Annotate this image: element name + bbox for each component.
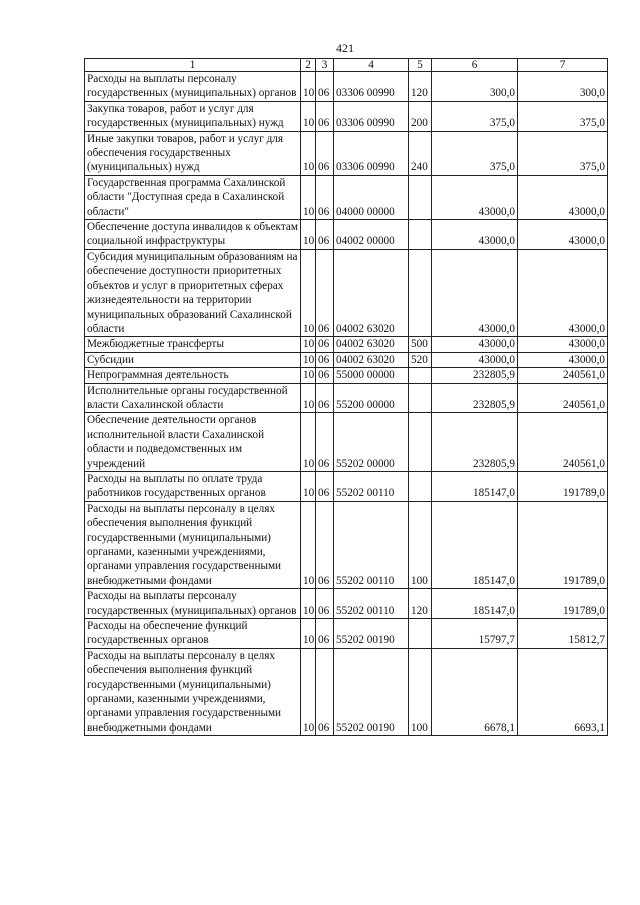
row-amount7-cell: 191789,0 [518, 471, 608, 501]
row-subsection-cell: 06 [316, 413, 334, 472]
row-name-cell: Расходы на выплаты персоналу в целях обеспечения выполнения функций государственными (муниципальными) органами, казенными учреждениями, органами управления государственными внебюджетными фондами [85, 501, 301, 588]
row-type-cell [409, 175, 432, 219]
table-row [85, 383, 608, 413]
table-row [85, 175, 608, 219]
row-name-cell: Иные закупки товаров, работ и услуг для обеспечения государственных (муниципальных) нужд [85, 131, 301, 175]
row-amount7-cell: 43000,0 [518, 249, 608, 336]
header-col-3: 3 [316, 59, 334, 72]
table-row [85, 413, 608, 472]
row-target-cell: 04002 63020 [334, 337, 409, 352]
table-row [85, 501, 608, 588]
row-type-cell: 500 [409, 337, 432, 352]
row-amount7-cell: 191789,0 [518, 501, 608, 588]
row-section-cell: 10 [301, 589, 316, 619]
row-type-cell [409, 249, 432, 336]
row-section-cell: 10 [301, 131, 316, 175]
row-subsection-cell: 06 [316, 131, 334, 175]
row-section-cell: 10 [301, 619, 316, 649]
row-name-cell: Субсидия муниципальным образованиям на обеспечение доступности приоритетных объектов и услуг в приоритетных сферах жизнедеятельности на территории муниципальных образований Сахалинской области [85, 249, 301, 336]
row-section-cell: 10 [301, 501, 316, 588]
row-section-cell: 10 [301, 72, 316, 102]
table-row [85, 589, 608, 619]
row-section-cell: 10 [301, 175, 316, 219]
budget-table [84, 58, 608, 736]
header-col-6: 6 [432, 59, 518, 72]
row-subsection-cell: 06 [316, 383, 334, 413]
table-header-row [85, 59, 608, 72]
row-amount7-cell: 43000,0 [518, 337, 608, 352]
row-amount6-cell: 43000,0 [432, 352, 518, 367]
table-row [85, 368, 608, 383]
row-type-cell: 240 [409, 131, 432, 175]
row-target-cell: 04000 00000 [334, 175, 409, 219]
row-subsection-cell: 06 [316, 501, 334, 588]
row-amount7-cell: 300,0 [518, 72, 608, 102]
row-target-cell: 03306 00990 [334, 72, 409, 102]
table-row [85, 352, 608, 367]
row-target-cell: 55200 00000 [334, 383, 409, 413]
row-amount6-cell: 375,0 [432, 101, 518, 131]
row-amount7-cell: 43000,0 [518, 220, 608, 250]
row-amount7-cell: 43000,0 [518, 352, 608, 367]
row-section-cell: 10 [301, 220, 316, 250]
row-type-cell [409, 413, 432, 472]
row-section-cell: 10 [301, 352, 316, 367]
table-row [85, 101, 608, 131]
row-section-cell: 10 [301, 648, 316, 735]
row-subsection-cell: 06 [316, 101, 334, 131]
row-amount6-cell: 43000,0 [432, 249, 518, 336]
row-amount6-cell: 43000,0 [432, 337, 518, 352]
row-amount6-cell: 232805,9 [432, 413, 518, 472]
row-target-cell: 04002 63020 [334, 249, 409, 336]
row-type-cell: 200 [409, 101, 432, 131]
row-target-cell: 03306 00990 [334, 131, 409, 175]
row-amount7-cell: 191789,0 [518, 589, 608, 619]
row-amount6-cell: 375,0 [432, 131, 518, 175]
row-name-cell: Закупка товаров, работ и услуг для государственных (муниципальных) нужд [85, 101, 301, 131]
row-type-cell: 100 [409, 501, 432, 588]
row-target-cell: 55000 00000 [334, 368, 409, 383]
row-amount6-cell: 300,0 [432, 72, 518, 102]
row-subsection-cell: 06 [316, 249, 334, 336]
table-row [85, 72, 608, 102]
row-amount7-cell: 375,0 [518, 101, 608, 131]
table-row [85, 337, 608, 352]
row-type-cell [409, 383, 432, 413]
row-section-cell: 10 [301, 337, 316, 352]
row-name-cell: Непрограммная деятельность [85, 368, 301, 383]
row-amount6-cell: 185147,0 [432, 501, 518, 588]
table-row [85, 220, 608, 250]
table-row [85, 131, 608, 175]
header-col-2: 2 [301, 59, 316, 72]
row-target-cell: 55202 00000 [334, 413, 409, 472]
row-target-cell: 55202 00110 [334, 501, 409, 588]
table-row [85, 619, 608, 649]
row-amount6-cell: 6678,1 [432, 648, 518, 735]
row-amount7-cell: 240561,0 [518, 413, 608, 472]
row-subsection-cell: 06 [316, 619, 334, 649]
row-amount7-cell: 43000,0 [518, 175, 608, 219]
row-section-cell: 10 [301, 383, 316, 413]
row-type-cell: 120 [409, 589, 432, 619]
row-subsection-cell: 06 [316, 648, 334, 735]
row-section-cell: 10 [301, 413, 316, 472]
table-body [85, 72, 608, 736]
row-subsection-cell: 06 [316, 175, 334, 219]
row-target-cell: 55202 00190 [334, 648, 409, 735]
row-subsection-cell: 06 [316, 220, 334, 250]
row-type-cell: 100 [409, 648, 432, 735]
table-row [85, 471, 608, 501]
table-row [85, 249, 608, 336]
row-subsection-cell: 06 [316, 368, 334, 383]
row-subsection-cell: 06 [316, 72, 334, 102]
header-col-7: 7 [518, 59, 608, 72]
row-subsection-cell: 06 [316, 337, 334, 352]
row-subsection-cell: 06 [316, 589, 334, 619]
row-name-cell: Субсидии [85, 352, 301, 367]
row-amount6-cell: 43000,0 [432, 175, 518, 219]
row-name-cell: Расходы на обеспечение функций государственных органов [85, 619, 301, 649]
row-target-cell: 04002 00000 [334, 220, 409, 250]
row-amount7-cell: 6693,1 [518, 648, 608, 735]
row-section-cell: 10 [301, 368, 316, 383]
row-name-cell: Расходы на выплаты персоналу государственных (муниципальных) органов [85, 72, 301, 102]
row-amount6-cell: 232805,9 [432, 383, 518, 413]
row-name-cell: Расходы на выплаты персоналу в целях обеспечения выполнения функций государственными (муниципальными) органами, казенными учреждениями, органами управления государственными внебюджетными фондами [85, 648, 301, 735]
row-amount7-cell: 375,0 [518, 131, 608, 175]
row-amount6-cell: 185147,0 [432, 471, 518, 501]
row-name-cell: Расходы на выплаты персоналу государственных (муниципальных) органов [85, 589, 301, 619]
row-section-cell: 10 [301, 249, 316, 336]
row-amount6-cell: 15797,7 [432, 619, 518, 649]
page-number: 421 [336, 41, 354, 55]
row-amount7-cell: 15812,7 [518, 619, 608, 649]
row-type-cell [409, 619, 432, 649]
row-target-cell: 55202 00110 [334, 471, 409, 501]
header-col-5: 5 [409, 59, 432, 72]
row-target-cell: 03306 00990 [334, 101, 409, 131]
row-type-cell: 120 [409, 72, 432, 102]
row-subsection-cell: 06 [316, 352, 334, 367]
row-section-cell: 10 [301, 471, 316, 501]
header-col-4: 4 [334, 59, 409, 72]
row-type-cell [409, 368, 432, 383]
row-target-cell: 55202 00190 [334, 619, 409, 649]
table-row [85, 648, 608, 735]
row-amount7-cell: 240561,0 [518, 383, 608, 413]
row-amount6-cell: 232805,9 [432, 368, 518, 383]
row-target-cell: 55202 00110 [334, 589, 409, 619]
row-amount6-cell: 43000,0 [432, 220, 518, 250]
row-type-cell [409, 220, 432, 250]
row-type-cell: 520 [409, 352, 432, 367]
row-amount7-cell: 240561,0 [518, 368, 608, 383]
row-name-cell: Обеспечение доступа инвалидов к объектам социальной инфраструктуры [85, 220, 301, 250]
row-amount6-cell: 185147,0 [432, 589, 518, 619]
row-section-cell: 10 [301, 101, 316, 131]
row-name-cell: Расходы на выплаты по оплате труда работников государственных органов [85, 471, 301, 501]
row-name-cell: Межбюджетные трансферты [85, 337, 301, 352]
row-subsection-cell: 06 [316, 471, 334, 501]
row-name-cell: Обеспечение деятельности органов исполнительной власти Сахалинской области и подведомственных им учреждений [85, 413, 301, 472]
row-target-cell: 04002 63020 [334, 352, 409, 367]
row-name-cell: Государственная программа Сахалинской области "Доступная среда в Сахалинской области" [85, 175, 301, 219]
header-col-1: 1 [85, 59, 301, 72]
row-type-cell [409, 471, 432, 501]
row-name-cell: Исполнительные органы государственной власти Сахалинской области [85, 383, 301, 413]
